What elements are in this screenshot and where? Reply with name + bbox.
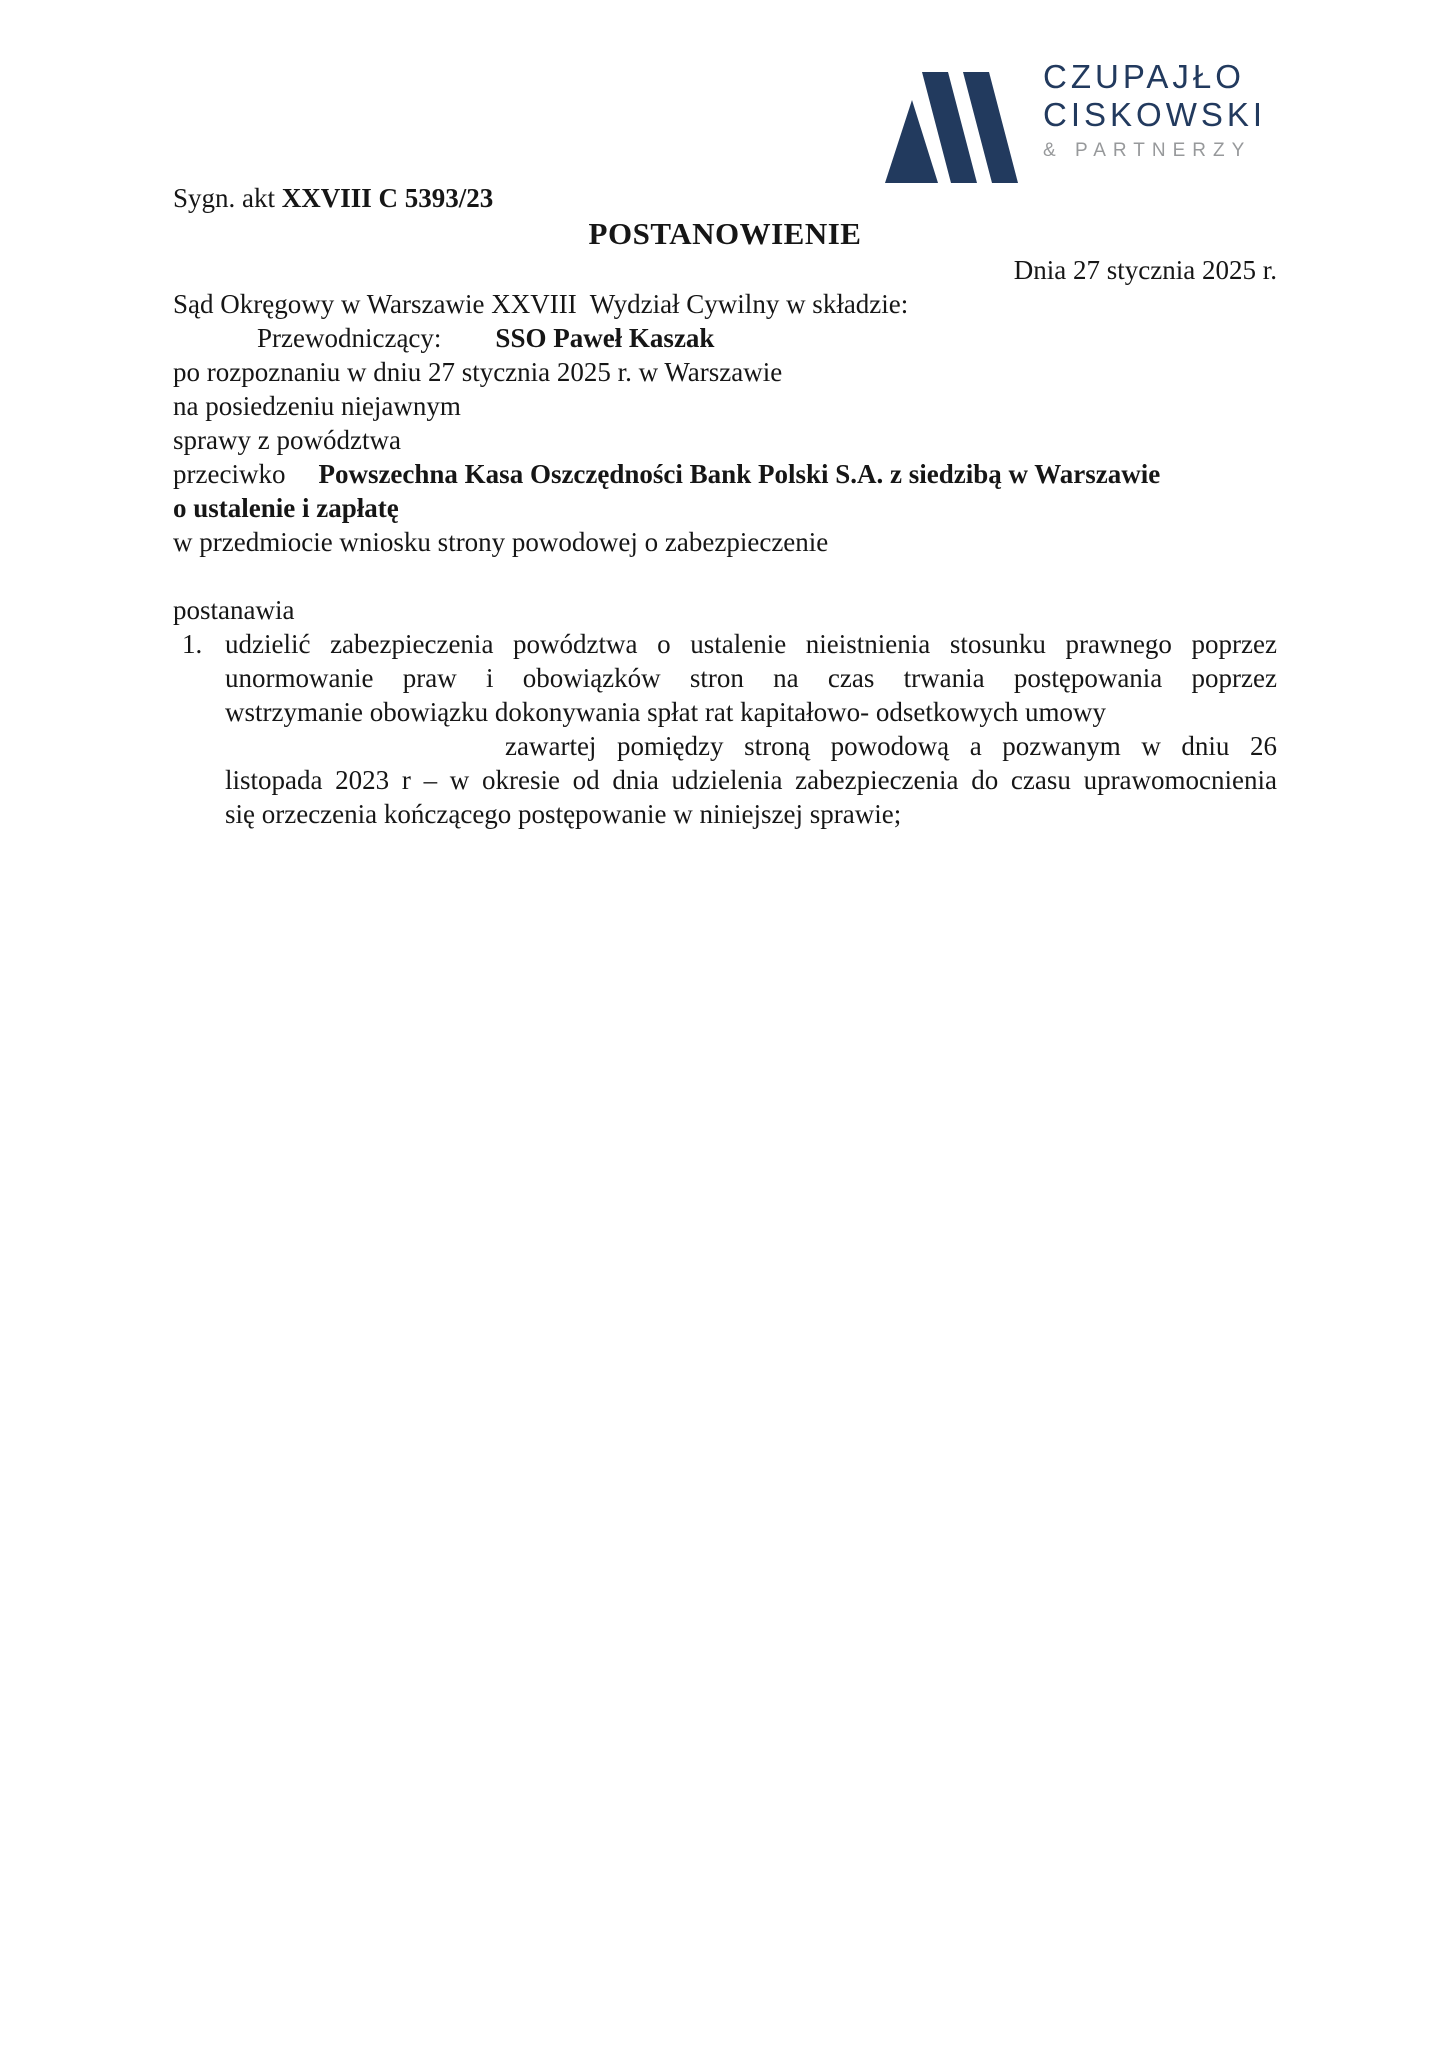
court-composition: Sąd Okręgowy w Warszawie XXVIII Wydział Cywilny w składzie: bbox=[173, 289, 909, 319]
case-type-line: sprawy z powództwa bbox=[173, 425, 401, 455]
defendant-name: Powszechna Kasa Oszczędności Bank Polski S.A. z siedzibą w Warszawie bbox=[318, 459, 1161, 489]
decision-lines bbox=[173, 627, 1277, 831]
session-line: na posiedzeniu niejawnym bbox=[173, 391, 461, 421]
logo-name-line1: CZUPAJŁO bbox=[1043, 58, 1245, 95]
hearing-line: po rozpoznaniu w dniu 27 stycznia 2025 r. w Warszawie bbox=[173, 357, 783, 387]
decision-line: unormowanie praw i obowiązków stron na czas trwania postępowania poprzez bbox=[225, 663, 1277, 693]
decision-line: zawartej pomiędzy stroną powodową a pozwanym w dniu 26 bbox=[505, 731, 1277, 761]
decision-line: wstrzymanie obowiązku dokonywania spłat rat kapitałowo- odsetkowych umowy bbox=[225, 697, 1107, 727]
logo-mark-icon bbox=[880, 50, 1035, 185]
document-date: Dnia 27 stycznia 2025 r. bbox=[1013, 255, 1277, 285]
subject-bold-line: o ustalenie i zapłatę bbox=[173, 493, 399, 523]
presiding-judge-line bbox=[173, 321, 1277, 355]
presiding-label: Przewodniczący: bbox=[257, 323, 442, 353]
case-number: XXVIII C 5393/23 bbox=[281, 183, 494, 213]
decision-line: się orzeczenia kończącego postępowanie w niniejszej sprawie; bbox=[225, 799, 902, 829]
spacer bbox=[173, 559, 1277, 593]
case-number-line bbox=[173, 181, 1277, 215]
against-label: przeciwko bbox=[173, 459, 286, 489]
document-title: POSTANOWIENIE bbox=[588, 216, 862, 251]
case-number-label: Sygn. akt bbox=[173, 183, 282, 213]
decides-line: postanawia bbox=[173, 595, 295, 625]
subject-scope-line: w przedmiocie wniosku strony powodowej o zabezpieczenie bbox=[173, 527, 829, 557]
decision-line: listopada 2023 r – w okresie od dnia udzielenia zabezpieczenia do czasu uprawomocnienia bbox=[225, 765, 1277, 795]
law-firm-logo bbox=[880, 50, 1330, 185]
logo-subtitle: & PARTNERZY bbox=[1043, 140, 1252, 161]
decision-item-number: 1. bbox=[182, 629, 203, 659]
presiding-judge-name: SSO Paweł Kaszak bbox=[495, 323, 715, 353]
court-order bbox=[173, 181, 1277, 831]
defendant-line bbox=[173, 457, 1277, 491]
decision-line: udzielić zabezpieczenia powództwa o ustalenie nieistnienia stosunku prawnego poprzez bbox=[225, 629, 1277, 659]
logo-name-line2: CISKOWSKI bbox=[1043, 96, 1267, 133]
